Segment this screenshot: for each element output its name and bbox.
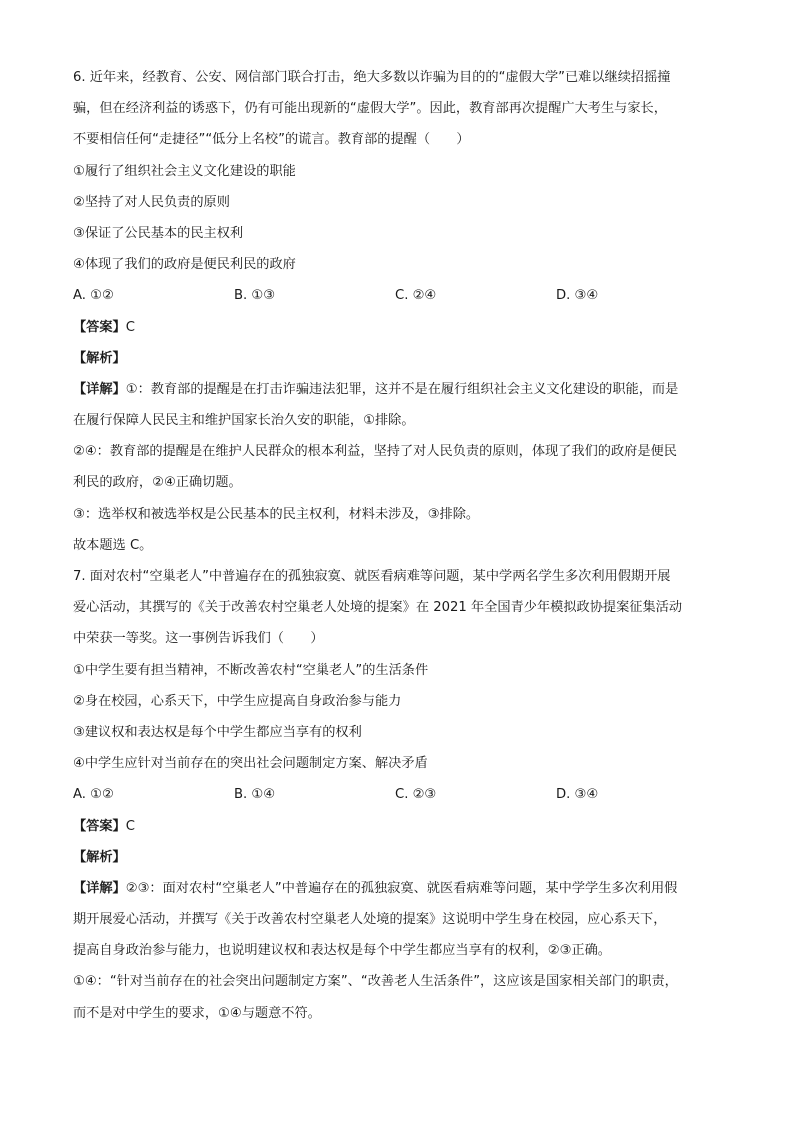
q7-option-b: B. ①④ [234, 787, 276, 803]
q6-detail-line: 利民的政府，②④正确切题。 [73, 475, 242, 491]
q6-option-b: B. ①③ [234, 288, 276, 304]
q7-detail-line: 而不是对中学生的要求，①④与题意不符。 [73, 1005, 321, 1021]
q6-option-c: C. ②④ [395, 288, 437, 304]
detail-text: ①：教育部的提醒是在打击诈骗违法犯罪，这并不是在履行组织社会主义文化建设的职能，而是 [125, 381, 679, 397]
answer-tag: 【答案】 [73, 319, 126, 335]
q7-detail-line: ①④：“针对当前存在的社会突出问题制定方案”、“改善老人生活条件”，这应该是国家相关部门的职责， [73, 974, 678, 990]
q7-option-d: D. ③④ [556, 787, 599, 803]
q6-detail-line: ③：选举权和被选举权是公民基本的民主权利，材料未涉及，③排除。 [73, 506, 480, 522]
answer-tag: 【答案】 [73, 818, 126, 834]
q7-statement: ②身在校园，心系天下，中学生应提高自身政治参与能力 [73, 693, 402, 709]
q6-stem-line: 骗，但在经济利益的诱惑下，仍有可能出现新的“虚假大学”。因此，教育部再次提醒广大考生与家长， [73, 101, 667, 117]
analysis-tag: 【解析】 [73, 350, 126, 366]
q6-statement: ③保证了公民基本的民主权利 [73, 225, 244, 241]
detail-text: ②③：面对农村“空巢老人”中普遍存在的孤独寂寞、就医看病难等问题，某中学学生多次利用假 [125, 880, 678, 896]
q7-options [73, 779, 723, 810]
q6-analysis-tag [73, 343, 723, 374]
q6-answer [73, 312, 723, 343]
question-6 [73, 62, 723, 561]
q6-statement: ④体现了我们的政府是便民利民的政府 [73, 257, 296, 273]
q7-detail-line: 提高自身政治参与能力，也说明建议权和表达权是每个中学生都应当享有的权利，②③正确。 [73, 943, 611, 959]
q7-stem-line: 中荣获一等奖。这一事例告诉我们（ ） [73, 631, 324, 647]
q6-stem-line: 不要相信任何“走捷径”“低分上名校”的谎言。教育部的提醒（ ） [73, 132, 470, 148]
q7-detail-line [73, 873, 723, 904]
q6-option-d: D. ③④ [556, 288, 599, 304]
q7-detail-line: 期开展爱心活动，并撰写《关于改善农村空巢老人处境的提案》这说明中学生身在校园，应心系天下， [73, 912, 667, 928]
q7-statement: ④中学生应针对当前存在的突出社会问题制定方案、解决矛盾 [73, 756, 428, 772]
answer-value: C [125, 319, 135, 335]
q6-option-a: A. ①② [73, 288, 114, 304]
analysis-tag: 【解析】 [73, 849, 126, 865]
answer-value: C [125, 818, 135, 834]
q6-detail-line: 在履行保障人民民主和维护国家长治久安的职能，①排除。 [73, 413, 415, 429]
q7-stem-line: 7. 面对农村“空巢老人”中普遍存在的孤独寂寞、就医看病难等问题，某中学两名学生多次利用假期开展 [73, 569, 671, 584]
q6-stem-line: 6. 近年来，经教育、公安、网信部门联合打击，绝大多数以诈骗为目的的“虚假大学”已难以继续招摇撞 [73, 70, 671, 85]
q7-statement: ①中学生要有担当精神，不断改善农村“空巢老人”的生活条件 [73, 662, 429, 678]
detail-tag: 【详解】 [73, 880, 126, 896]
question-7 [73, 561, 723, 1029]
q6-detail-line: ②④：教育部的提醒是在维护人民群众的根本利益，坚持了对人民负责的原则，体现了我们的政府是便民 [73, 444, 677, 460]
q6-options [73, 280, 723, 311]
q7-option-a: A. ①② [73, 787, 114, 803]
q6-detail-line [73, 374, 723, 405]
q7-statement: ③建议权和表达权是每个中学生都应当享有的权利 [73, 724, 362, 740]
q7-answer [73, 811, 723, 842]
q7-analysis-tag [73, 842, 723, 873]
q6-statement: ②坚持了对人民负责的原则 [73, 194, 230, 210]
document-page [73, 62, 723, 1029]
q7-stem-line: 爱心活动，其撰写的《关于改善农村空巢老人处境的提案》在 2021 年全国青少年模拟政协提案征集活动 [73, 600, 683, 616]
q7-option-c: C. ②③ [395, 787, 437, 803]
detail-tag: 【详解】 [73, 381, 126, 397]
q6-detail-line: 故本题选 C。 [73, 537, 153, 553]
q6-statement: ①履行了组织社会主义文化建设的职能 [73, 163, 296, 179]
